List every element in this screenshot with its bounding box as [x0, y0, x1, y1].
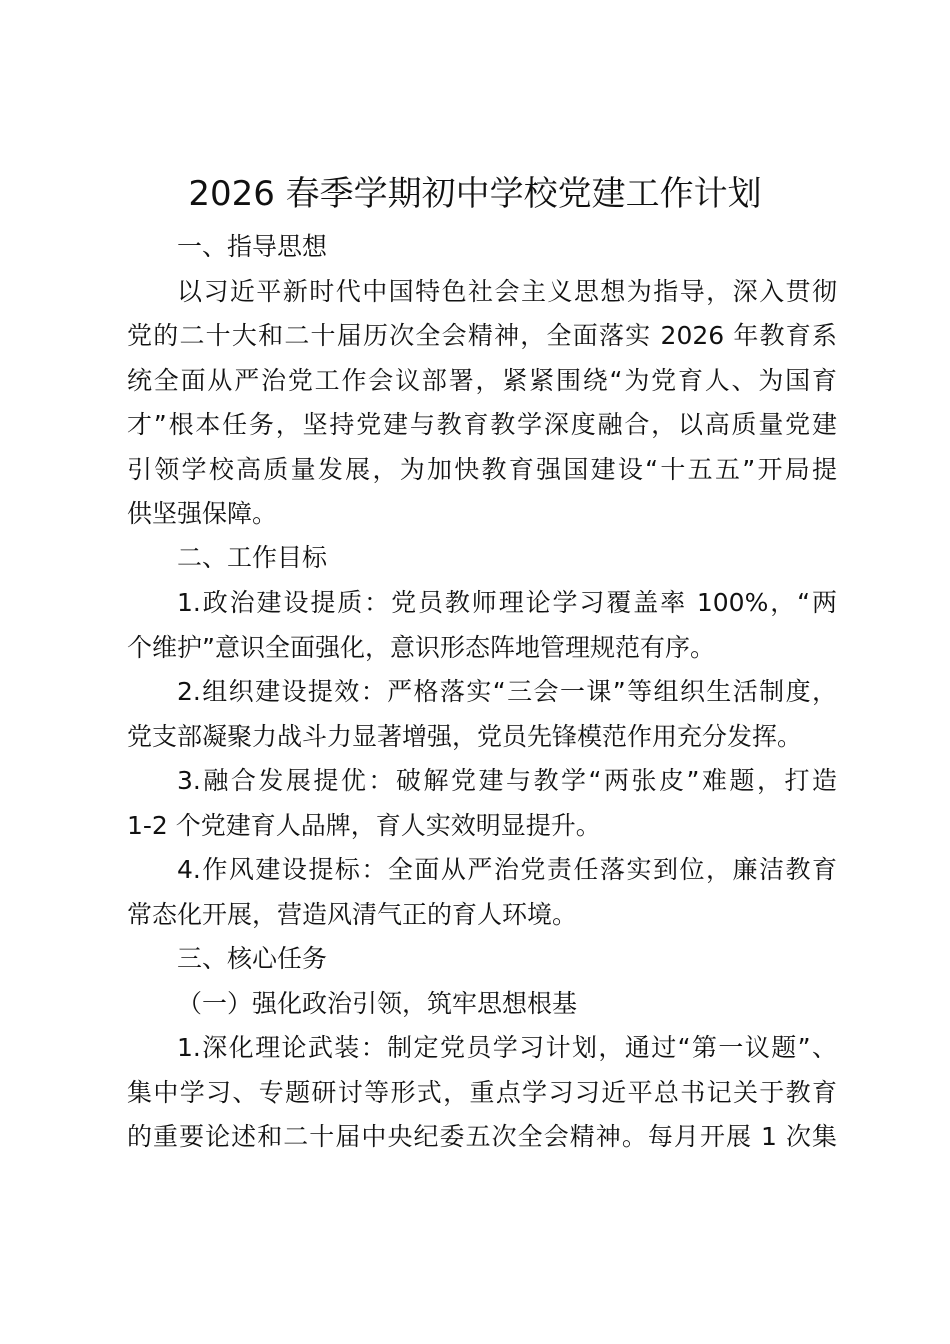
paragraph-line: 4.作风建设提标：全面从严治党责任落实到位，廉洁教育	[177, 855, 837, 884]
paragraph-line: 2.组织建设提效：严格落实“三会一课”等组织生活制度，	[177, 677, 837, 706]
document-title: 2026 春季学期初中学校党建工作计划	[188, 174, 762, 214]
paragraph-line: 集中学习、专题研讨等形式，重点学习习近平总书记关于教育	[127, 1078, 837, 1107]
paragraph-line: 党支部凝聚力战斗力显著增强，党员先锋模范作用充分发挥。	[127, 722, 803, 751]
section-heading: 三、核心任务	[177, 944, 328, 973]
paragraph-line: 1-2 个党建育人品牌，育人实效明显提升。	[127, 811, 601, 840]
paragraph-line: 1.深化理论武装：制定党员学习计划，通过“第一议题”、	[177, 1033, 837, 1062]
paragraph-line: 以习近平新时代中国特色社会主义思想为指导，深入贯彻	[177, 277, 837, 306]
paragraph-line: 1.政治建设提质：党员教师理论学习覆盖率 100%，“两	[177, 588, 837, 617]
paragraph-line: 供坚强保障。	[127, 499, 278, 528]
section-heading: 二、工作目标	[177, 543, 328, 572]
paragraph-line: 个维护”意识全面强化，意识形态阵地管理规范有序。	[127, 633, 715, 662]
paragraph-line: 引领学校高质量发展，为加快教育强国建设“十五五”开局提	[127, 455, 837, 484]
paragraph-line: 党的二十大和二十届历次全会精神，全面落实 2026 年教育系	[127, 321, 837, 350]
paragraph-line: 才”根本任务，坚持党建与教育教学深度融合，以高质量党建	[127, 410, 837, 439]
paragraph-line: 3.融合发展提优：破解党建与教学“两张皮”难题，打造	[177, 766, 837, 795]
paragraph-line: 的重要论述和二十届中央纪委五次全会精神。每月开展 1 次集	[127, 1122, 837, 1151]
subsection-heading: （一）强化政治引领，筑牢思想根基	[177, 989, 578, 1018]
section-heading: 一、指导思想	[177, 232, 328, 261]
paragraph-line: 统全面从严治党工作会议部署，紧紧围绕“为党育人、为国育	[127, 366, 837, 395]
paragraph-line: 常态化开展，营造风清气正的育人环境。	[127, 900, 578, 929]
